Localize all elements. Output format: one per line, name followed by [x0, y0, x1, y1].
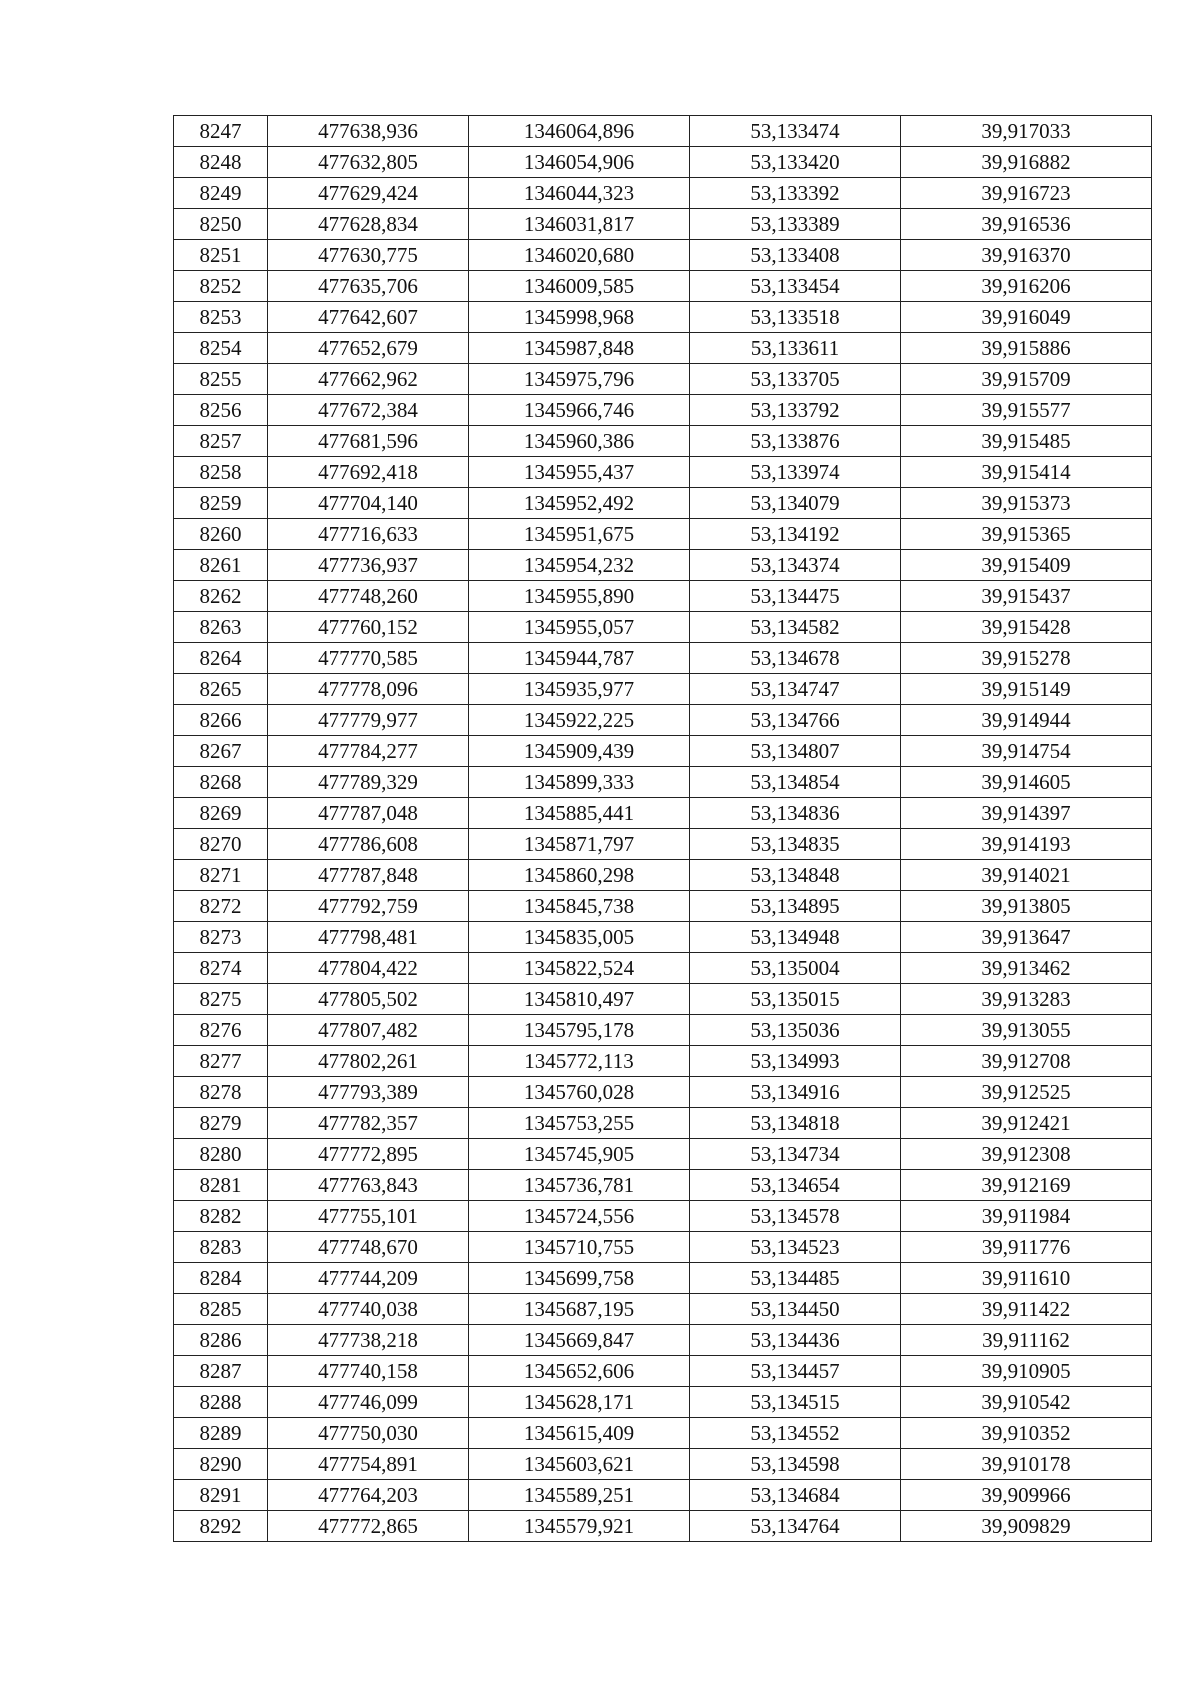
longitude-cell: 39,910178 [901, 1449, 1152, 1480]
latitude-cell: 53,134764 [690, 1511, 901, 1542]
y-coordinate-cell: 1345687,195 [469, 1294, 690, 1325]
longitude-cell: 39,912308 [901, 1139, 1152, 1170]
longitude-cell: 39,912525 [901, 1077, 1152, 1108]
x-coordinate-cell: 477787,048 [268, 798, 469, 829]
point-number-cell: 8248 [174, 147, 268, 178]
x-coordinate-cell: 477789,329 [268, 767, 469, 798]
latitude-cell: 53,134578 [690, 1201, 901, 1232]
table-row [174, 1387, 1152, 1418]
x-coordinate-cell: 477772,895 [268, 1139, 469, 1170]
table-row [174, 1232, 1152, 1263]
y-coordinate-cell: 1345753,255 [469, 1108, 690, 1139]
y-coordinate-cell: 1345885,441 [469, 798, 690, 829]
latitude-cell: 53,134552 [690, 1418, 901, 1449]
x-coordinate-cell: 477778,096 [268, 674, 469, 705]
point-number-cell: 8289 [174, 1418, 268, 1449]
latitude-cell: 53,134654 [690, 1170, 901, 1201]
table-row [174, 1108, 1152, 1139]
latitude-cell: 53,134436 [690, 1325, 901, 1356]
x-coordinate-cell: 477746,099 [268, 1387, 469, 1418]
x-coordinate-cell: 477782,357 [268, 1108, 469, 1139]
table-row [174, 1139, 1152, 1170]
longitude-cell: 39,912421 [901, 1108, 1152, 1139]
y-coordinate-cell: 1345652,606 [469, 1356, 690, 1387]
y-coordinate-cell: 1345589,251 [469, 1480, 690, 1511]
table-row [174, 984, 1152, 1015]
table-row [174, 922, 1152, 953]
latitude-cell: 53,134079 [690, 488, 901, 519]
point-number-cell: 8271 [174, 860, 268, 891]
y-coordinate-cell: 1345998,968 [469, 302, 690, 333]
latitude-cell: 53,134895 [690, 891, 901, 922]
x-coordinate-cell: 477652,679 [268, 333, 469, 364]
table-row [174, 116, 1152, 147]
y-coordinate-cell: 1345987,848 [469, 333, 690, 364]
longitude-cell: 39,917033 [901, 116, 1152, 147]
table-row [174, 736, 1152, 767]
table-row [174, 209, 1152, 240]
longitude-cell: 39,914605 [901, 767, 1152, 798]
x-coordinate-cell: 477763,843 [268, 1170, 469, 1201]
point-number-cell: 8257 [174, 426, 268, 457]
latitude-cell: 53,134993 [690, 1046, 901, 1077]
table-row [174, 457, 1152, 488]
y-coordinate-cell: 1345935,977 [469, 674, 690, 705]
point-number-cell: 8260 [174, 519, 268, 550]
coordinates-table-body [174, 116, 1152, 1542]
x-coordinate-cell: 477716,633 [268, 519, 469, 550]
table-row [174, 612, 1152, 643]
coordinates-table [173, 115, 1152, 1542]
longitude-cell: 39,914193 [901, 829, 1152, 860]
point-number-cell: 8284 [174, 1263, 268, 1294]
point-number-cell: 8262 [174, 581, 268, 612]
x-coordinate-cell: 477770,585 [268, 643, 469, 674]
x-coordinate-cell: 477692,418 [268, 457, 469, 488]
y-coordinate-cell: 1345835,005 [469, 922, 690, 953]
y-coordinate-cell: 1345952,492 [469, 488, 690, 519]
point-number-cell: 8251 [174, 240, 268, 271]
y-coordinate-cell: 1345615,409 [469, 1418, 690, 1449]
table-row [174, 240, 1152, 271]
table-row [174, 1356, 1152, 1387]
longitude-cell: 39,910352 [901, 1418, 1152, 1449]
y-coordinate-cell: 1345954,232 [469, 550, 690, 581]
point-number-cell: 8275 [174, 984, 268, 1015]
table-row [174, 1015, 1152, 1046]
x-coordinate-cell: 477755,101 [268, 1201, 469, 1232]
table-row [174, 1077, 1152, 1108]
x-coordinate-cell: 477630,775 [268, 240, 469, 271]
x-coordinate-cell: 477738,218 [268, 1325, 469, 1356]
x-coordinate-cell: 477748,670 [268, 1232, 469, 1263]
table-row [174, 705, 1152, 736]
y-coordinate-cell: 1345944,787 [469, 643, 690, 674]
x-coordinate-cell: 477772,865 [268, 1511, 469, 1542]
point-number-cell: 8282 [174, 1201, 268, 1232]
point-number-cell: 8273 [174, 922, 268, 953]
table-row [174, 333, 1152, 364]
table-row [174, 643, 1152, 674]
table-row [174, 674, 1152, 705]
latitude-cell: 53,133408 [690, 240, 901, 271]
table-row [174, 364, 1152, 395]
x-coordinate-cell: 477786,608 [268, 829, 469, 860]
table-row [174, 147, 1152, 178]
table-row [174, 860, 1152, 891]
longitude-cell: 39,911162 [901, 1325, 1152, 1356]
latitude-cell: 53,134747 [690, 674, 901, 705]
point-number-cell: 8270 [174, 829, 268, 860]
longitude-cell: 39,915409 [901, 550, 1152, 581]
table-row [174, 953, 1152, 984]
longitude-cell: 39,911776 [901, 1232, 1152, 1263]
y-coordinate-cell: 1345871,797 [469, 829, 690, 860]
latitude-cell: 53,133474 [690, 116, 901, 147]
point-number-cell: 8264 [174, 643, 268, 674]
x-coordinate-cell: 477635,706 [268, 271, 469, 302]
table-row [174, 829, 1152, 860]
longitude-cell: 39,911984 [901, 1201, 1152, 1232]
x-coordinate-cell: 477764,203 [268, 1480, 469, 1511]
x-coordinate-cell: 477798,481 [268, 922, 469, 953]
point-number-cell: 8259 [174, 488, 268, 519]
y-coordinate-cell: 1345975,796 [469, 364, 690, 395]
x-coordinate-cell: 477787,848 [268, 860, 469, 891]
latitude-cell: 53,134807 [690, 736, 901, 767]
x-coordinate-cell: 477754,891 [268, 1449, 469, 1480]
longitude-cell: 39,916049 [901, 302, 1152, 333]
latitude-cell: 53,134848 [690, 860, 901, 891]
latitude-cell: 53,135015 [690, 984, 901, 1015]
longitude-cell: 39,912708 [901, 1046, 1152, 1077]
latitude-cell: 53,133792 [690, 395, 901, 426]
longitude-cell: 39,913647 [901, 922, 1152, 953]
point-number-cell: 8263 [174, 612, 268, 643]
point-number-cell: 8291 [174, 1480, 268, 1511]
latitude-cell: 53,134582 [690, 612, 901, 643]
latitude-cell: 53,134684 [690, 1480, 901, 1511]
longitude-cell: 39,915373 [901, 488, 1152, 519]
table-row [174, 550, 1152, 581]
latitude-cell: 53,134485 [690, 1263, 901, 1294]
point-number-cell: 8277 [174, 1046, 268, 1077]
longitude-cell: 39,913805 [901, 891, 1152, 922]
y-coordinate-cell: 1345810,497 [469, 984, 690, 1015]
x-coordinate-cell: 477704,140 [268, 488, 469, 519]
point-number-cell: 8280 [174, 1139, 268, 1170]
x-coordinate-cell: 477793,389 [268, 1077, 469, 1108]
table-row [174, 1170, 1152, 1201]
point-number-cell: 8274 [174, 953, 268, 984]
longitude-cell: 39,916370 [901, 240, 1152, 271]
table-row [174, 271, 1152, 302]
point-number-cell: 8253 [174, 302, 268, 333]
y-coordinate-cell: 1345860,298 [469, 860, 690, 891]
x-coordinate-cell: 477740,038 [268, 1294, 469, 1325]
table-row [174, 488, 1152, 519]
point-number-cell: 8261 [174, 550, 268, 581]
table-row [174, 302, 1152, 333]
table-row [174, 1046, 1152, 1077]
x-coordinate-cell: 477736,937 [268, 550, 469, 581]
latitude-cell: 53,134475 [690, 581, 901, 612]
x-coordinate-cell: 477750,030 [268, 1418, 469, 1449]
y-coordinate-cell: 1345955,437 [469, 457, 690, 488]
latitude-cell: 53,133876 [690, 426, 901, 457]
y-coordinate-cell: 1345951,675 [469, 519, 690, 550]
y-coordinate-cell: 1345822,524 [469, 953, 690, 984]
y-coordinate-cell: 1345909,439 [469, 736, 690, 767]
latitude-cell: 53,134678 [690, 643, 901, 674]
longitude-cell: 39,910905 [901, 1356, 1152, 1387]
point-number-cell: 8266 [174, 705, 268, 736]
x-coordinate-cell: 477744,209 [268, 1263, 469, 1294]
table-row [174, 1201, 1152, 1232]
point-number-cell: 8272 [174, 891, 268, 922]
point-number-cell: 8268 [174, 767, 268, 798]
point-number-cell: 8265 [174, 674, 268, 705]
longitude-cell: 39,909829 [901, 1511, 1152, 1542]
y-coordinate-cell: 1345669,847 [469, 1325, 690, 1356]
longitude-cell: 39,915149 [901, 674, 1152, 705]
y-coordinate-cell: 1345745,905 [469, 1139, 690, 1170]
table-row [174, 798, 1152, 829]
table-row [174, 767, 1152, 798]
y-coordinate-cell: 1345772,113 [469, 1046, 690, 1077]
latitude-cell: 53,134598 [690, 1449, 901, 1480]
longitude-cell: 39,914021 [901, 860, 1152, 891]
table-row [174, 1418, 1152, 1449]
longitude-cell: 39,914754 [901, 736, 1152, 767]
table-row [174, 1263, 1152, 1294]
point-number-cell: 8278 [174, 1077, 268, 1108]
table-row [174, 395, 1152, 426]
x-coordinate-cell: 477740,158 [268, 1356, 469, 1387]
point-number-cell: 8247 [174, 116, 268, 147]
y-coordinate-cell: 1345899,333 [469, 767, 690, 798]
point-number-cell: 8283 [174, 1232, 268, 1263]
table-row [174, 891, 1152, 922]
longitude-cell: 39,915278 [901, 643, 1152, 674]
y-coordinate-cell: 1345966,746 [469, 395, 690, 426]
x-coordinate-cell: 477792,759 [268, 891, 469, 922]
point-number-cell: 8267 [174, 736, 268, 767]
y-coordinate-cell: 1345955,890 [469, 581, 690, 612]
y-coordinate-cell: 1346064,896 [469, 116, 690, 147]
y-coordinate-cell: 1345603,621 [469, 1449, 690, 1480]
longitude-cell: 39,916723 [901, 178, 1152, 209]
latitude-cell: 53,133389 [690, 209, 901, 240]
table-row [174, 178, 1152, 209]
point-number-cell: 8279 [174, 1108, 268, 1139]
y-coordinate-cell: 1346054,906 [469, 147, 690, 178]
longitude-cell: 39,913283 [901, 984, 1152, 1015]
x-coordinate-cell: 477629,424 [268, 178, 469, 209]
longitude-cell: 39,909966 [901, 1480, 1152, 1511]
table-row [174, 1325, 1152, 1356]
point-number-cell: 8286 [174, 1325, 268, 1356]
latitude-cell: 53,133705 [690, 364, 901, 395]
y-coordinate-cell: 1345710,755 [469, 1232, 690, 1263]
point-number-cell: 8254 [174, 333, 268, 364]
table-row [174, 581, 1152, 612]
latitude-cell: 53,133611 [690, 333, 901, 364]
y-coordinate-cell: 1345628,171 [469, 1387, 690, 1418]
x-coordinate-cell: 477681,596 [268, 426, 469, 457]
longitude-cell: 39,913055 [901, 1015, 1152, 1046]
y-coordinate-cell: 1345736,781 [469, 1170, 690, 1201]
latitude-cell: 53,133392 [690, 178, 901, 209]
latitude-cell: 53,134192 [690, 519, 901, 550]
latitude-cell: 53,134818 [690, 1108, 901, 1139]
longitude-cell: 39,914397 [901, 798, 1152, 829]
longitude-cell: 39,915414 [901, 457, 1152, 488]
latitude-cell: 53,134374 [690, 550, 901, 581]
point-number-cell: 8258 [174, 457, 268, 488]
point-number-cell: 8276 [174, 1015, 268, 1046]
x-coordinate-cell: 477672,384 [268, 395, 469, 426]
longitude-cell: 39,915577 [901, 395, 1152, 426]
point-number-cell: 8252 [174, 271, 268, 302]
point-number-cell: 8281 [174, 1170, 268, 1201]
latitude-cell: 53,133518 [690, 302, 901, 333]
y-coordinate-cell: 1345699,758 [469, 1263, 690, 1294]
y-coordinate-cell: 1345960,386 [469, 426, 690, 457]
x-coordinate-cell: 477804,422 [268, 953, 469, 984]
latitude-cell: 53,135004 [690, 953, 901, 984]
x-coordinate-cell: 477642,607 [268, 302, 469, 333]
latitude-cell: 53,133454 [690, 271, 901, 302]
longitude-cell: 39,916206 [901, 271, 1152, 302]
x-coordinate-cell: 477807,482 [268, 1015, 469, 1046]
x-coordinate-cell: 477628,834 [268, 209, 469, 240]
latitude-cell: 53,133974 [690, 457, 901, 488]
point-number-cell: 8285 [174, 1294, 268, 1325]
latitude-cell: 53,134457 [690, 1356, 901, 1387]
x-coordinate-cell: 477638,936 [268, 116, 469, 147]
point-number-cell: 8292 [174, 1511, 268, 1542]
x-coordinate-cell: 477779,977 [268, 705, 469, 736]
longitude-cell: 39,911610 [901, 1263, 1152, 1294]
longitude-cell: 39,915365 [901, 519, 1152, 550]
longitude-cell: 39,915437 [901, 581, 1152, 612]
y-coordinate-cell: 1345845,738 [469, 891, 690, 922]
y-coordinate-cell: 1345760,028 [469, 1077, 690, 1108]
longitude-cell: 39,912169 [901, 1170, 1152, 1201]
point-number-cell: 8256 [174, 395, 268, 426]
longitude-cell: 39,910542 [901, 1387, 1152, 1418]
y-coordinate-cell: 1345955,057 [469, 612, 690, 643]
latitude-cell: 53,134734 [690, 1139, 901, 1170]
point-number-cell: 8269 [174, 798, 268, 829]
x-coordinate-cell: 477784,277 [268, 736, 469, 767]
table-row [174, 426, 1152, 457]
latitude-cell: 53,134515 [690, 1387, 901, 1418]
point-number-cell: 8287 [174, 1356, 268, 1387]
longitude-cell: 39,914944 [901, 705, 1152, 736]
longitude-cell: 39,915428 [901, 612, 1152, 643]
point-number-cell: 8290 [174, 1449, 268, 1480]
x-coordinate-cell: 477748,260 [268, 581, 469, 612]
table-row [174, 1449, 1152, 1480]
y-coordinate-cell: 1346044,323 [469, 178, 690, 209]
longitude-cell: 39,915886 [901, 333, 1152, 364]
latitude-cell: 53,134854 [690, 767, 901, 798]
y-coordinate-cell: 1346009,585 [469, 271, 690, 302]
table-row [174, 1511, 1152, 1542]
latitude-cell: 53,135036 [690, 1015, 901, 1046]
longitude-cell: 39,916536 [901, 209, 1152, 240]
y-coordinate-cell: 1345795,178 [469, 1015, 690, 1046]
table-row [174, 1294, 1152, 1325]
y-coordinate-cell: 1345922,225 [469, 705, 690, 736]
latitude-cell: 53,134835 [690, 829, 901, 860]
x-coordinate-cell: 477760,152 [268, 612, 469, 643]
latitude-cell: 53,134450 [690, 1294, 901, 1325]
table-row [174, 1480, 1152, 1511]
longitude-cell: 39,915709 [901, 364, 1152, 395]
y-coordinate-cell: 1346031,817 [469, 209, 690, 240]
x-coordinate-cell: 477632,805 [268, 147, 469, 178]
longitude-cell: 39,915485 [901, 426, 1152, 457]
point-number-cell: 8249 [174, 178, 268, 209]
latitude-cell: 53,134523 [690, 1232, 901, 1263]
longitude-cell: 39,916882 [901, 147, 1152, 178]
latitude-cell: 53,134836 [690, 798, 901, 829]
longitude-cell: 39,911422 [901, 1294, 1152, 1325]
latitude-cell: 53,134766 [690, 705, 901, 736]
x-coordinate-cell: 477805,502 [268, 984, 469, 1015]
x-coordinate-cell: 477802,261 [268, 1046, 469, 1077]
y-coordinate-cell: 1345724,556 [469, 1201, 690, 1232]
latitude-cell: 53,133420 [690, 147, 901, 178]
point-number-cell: 8250 [174, 209, 268, 240]
latitude-cell: 53,134916 [690, 1077, 901, 1108]
y-coordinate-cell: 1346020,680 [469, 240, 690, 271]
latitude-cell: 53,134948 [690, 922, 901, 953]
table-row [174, 519, 1152, 550]
point-number-cell: 8255 [174, 364, 268, 395]
longitude-cell: 39,913462 [901, 953, 1152, 984]
x-coordinate-cell: 477662,962 [268, 364, 469, 395]
point-number-cell: 8288 [174, 1387, 268, 1418]
y-coordinate-cell: 1345579,921 [469, 1511, 690, 1542]
